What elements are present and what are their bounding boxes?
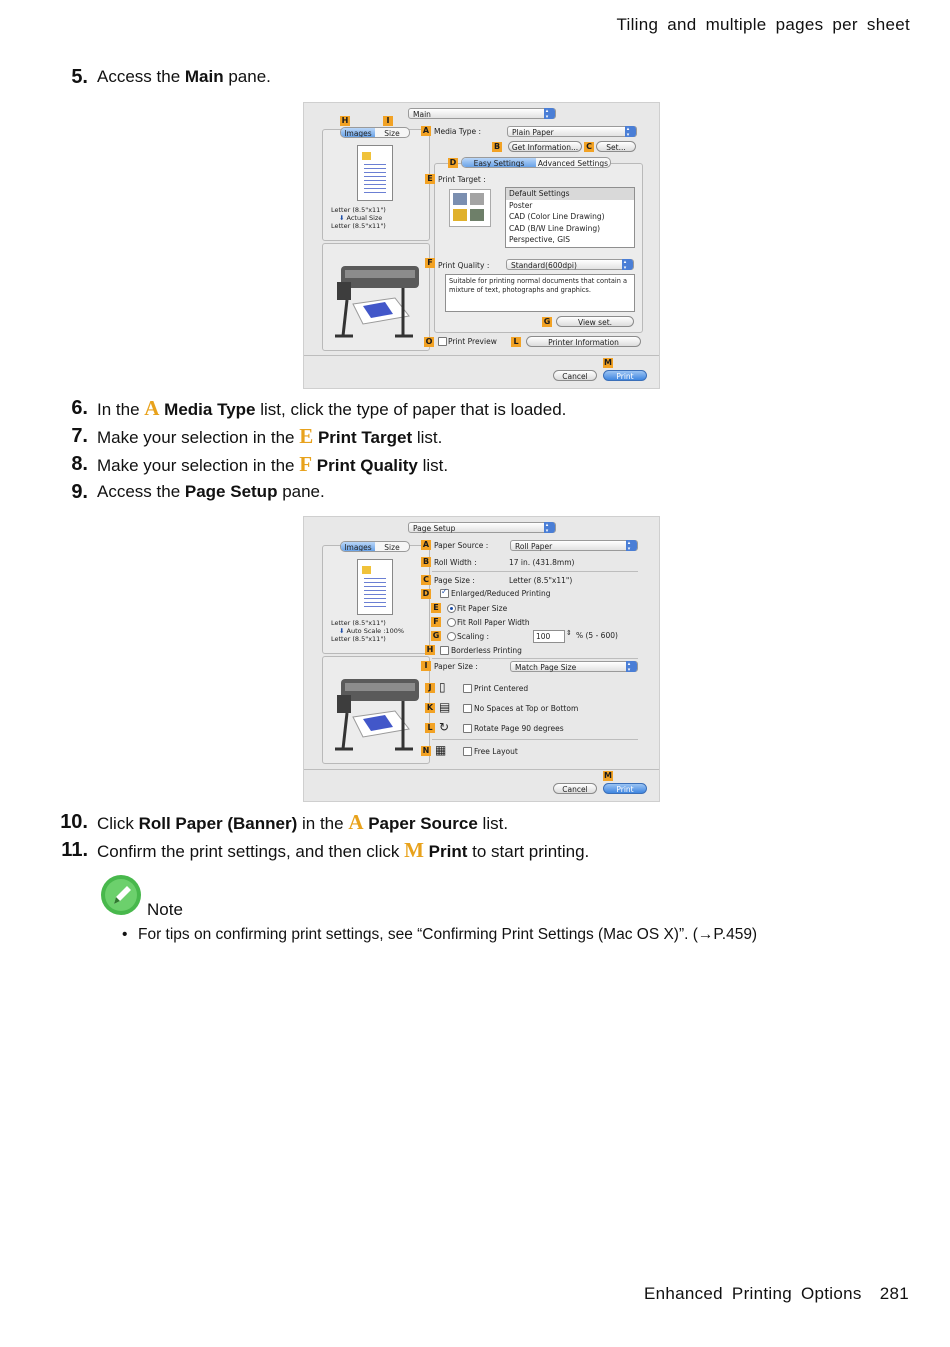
- tab-size[interactable]: Size: [384, 129, 400, 138]
- note-text: For tips on confirming print settings, see “Confirming Print Settings (Mac OS X)”. (→P.459): [138, 926, 758, 943]
- tag-o: O: [425, 337, 433, 346]
- running-footer: Enhanced Printing Options 281: [643, 1284, 909, 1303]
- tag-j: J: [425, 683, 435, 693]
- tag-i: I: [383, 116, 393, 126]
- note-pencil-icon: [100, 874, 142, 916]
- tag-h: H: [426, 645, 434, 654]
- tag-g: G: [543, 317, 551, 326]
- tag-k: K: [426, 703, 434, 712]
- borderless-label: Borderless Printing: [451, 646, 522, 655]
- down-arrow-icon: ⬇: [339, 627, 345, 635]
- tab-images[interactable]: Images: [341, 542, 375, 551]
- cancel-button[interactable]: Cancel: [553, 783, 597, 794]
- tag-b: B: [493, 142, 501, 151]
- tag-a: A: [422, 126, 430, 135]
- thumb-info-3: Letter (8.5"x11"): [331, 635, 386, 643]
- tag-l: L: [511, 337, 521, 347]
- target-preview-image: [449, 189, 491, 227]
- tag-e: E: [425, 174, 435, 184]
- thumb-info-2: ⬇ Actual Size: [339, 214, 383, 222]
- page-setup-screenshot: [303, 516, 660, 802]
- print-target-option[interactable]: Poster: [509, 200, 533, 210]
- tag-f: F: [425, 258, 435, 268]
- free-layout-label: Free Layout: [474, 747, 518, 756]
- page-size-value: Letter (8.5"x11"): [509, 576, 573, 585]
- tag-d: D: [449, 158, 457, 167]
- media-type-label: Media Type :: [434, 127, 482, 136]
- print-preview-label: Print Preview: [448, 337, 497, 346]
- free-layout-icon: ▦: [435, 743, 447, 757]
- tab-easy-settings[interactable]: Easy Settings: [462, 158, 536, 167]
- scaling-label: Scaling :: [457, 632, 490, 641]
- fit-paper-label: Fit Paper Size: [457, 604, 508, 613]
- print-centered-icon: ▯: [439, 680, 446, 694]
- print-centered-label: Print Centered: [474, 684, 529, 693]
- print-centered-checkbox[interactable]: [463, 684, 472, 693]
- tab-size[interactable]: Size: [384, 543, 400, 552]
- rotate-checkbox[interactable]: [463, 724, 472, 733]
- printer-icon: [323, 244, 429, 350]
- media-type-select[interactable]: Plain Paper ▴▾: [507, 126, 637, 137]
- note-ref-link[interactable]: (→P.459): [692, 926, 758, 943]
- rotate-label: Rotate Page 90 degrees: [474, 724, 564, 733]
- tag-a: A: [422, 540, 430, 549]
- page-thumbnail: [357, 559, 393, 615]
- thumbnail-image: [362, 152, 371, 160]
- tag-c: C: [421, 575, 431, 585]
- tag-c: C: [584, 142, 594, 152]
- cancel-button[interactable]: Cancel: [553, 370, 597, 381]
- divider: [304, 769, 659, 770]
- print-preview-checkbox[interactable]: [438, 337, 447, 346]
- tag-b: B: [422, 557, 430, 566]
- note-bullet: •: [122, 926, 128, 943]
- set-button[interactable]: Set...: [596, 141, 636, 152]
- scaling-range: % (5 - 600): [576, 631, 618, 640]
- thumb-info-2: ⬇ Auto Scale :100%: [339, 627, 405, 635]
- thumb-info-3: Letter (8.5"x11"): [331, 222, 386, 230]
- no-spaces-checkbox[interactable]: [463, 704, 472, 713]
- print-quality-label: Print Quality :: [438, 261, 490, 270]
- print-target-label: Print Target :: [438, 175, 486, 184]
- print-target-list[interactable]: [505, 187, 635, 248]
- print-target-option[interactable]: Default Settings: [506, 188, 634, 200]
- quality-description: Suitable for printing normal documents that contain a mixture of text, photographs and graphics.: [445, 274, 635, 312]
- thumbnail-image: [362, 566, 371, 574]
- printer-information-button[interactable]: Printer Information: [526, 336, 641, 347]
- tag-g: G: [432, 631, 440, 640]
- paper-size-label: Paper Size :: [434, 662, 478, 671]
- print-target-option[interactable]: Perspective, GIS: [509, 235, 570, 244]
- tag-d: D: [422, 589, 430, 598]
- main-pane-screenshot: [303, 102, 660, 389]
- printer-image-pane: [322, 656, 430, 764]
- paper-size-select[interactable]: Match Page Size ▴▾: [510, 661, 638, 672]
- borderless-checkbox[interactable]: [440, 646, 449, 655]
- thumb-info-1: Letter (8.5"x11"): [331, 619, 386, 627]
- print-target-option[interactable]: CAD (B/W Line Drawing): [509, 223, 601, 233]
- tab-advanced-settings[interactable]: Advanced Settings: [537, 159, 609, 168]
- scaling-input[interactable]: 100: [533, 630, 565, 643]
- page-number: 281: [879, 1284, 909, 1303]
- thumb-info-1: Letter (8.5"x11"): [331, 206, 386, 214]
- preview-tabs[interactable]: [340, 127, 410, 138]
- roll-width-value: 17 in. (431.8mm): [509, 558, 575, 567]
- tag-m: M: [604, 358, 612, 367]
- free-layout-checkbox[interactable]: [463, 747, 472, 756]
- scaling-stepper[interactable]: ⇕: [566, 629, 572, 637]
- scaling-radio[interactable]: [447, 632, 456, 641]
- preview-tabs[interactable]: [340, 541, 410, 552]
- paper-source-select[interactable]: Roll Paper ▴▾: [510, 540, 638, 551]
- paper-source-label: Paper Source :: [434, 541, 489, 550]
- printer-icon: [323, 657, 429, 763]
- down-arrow-icon: ⬇: [339, 214, 345, 222]
- divider: [304, 355, 659, 356]
- page-thumbnail: [357, 145, 393, 201]
- roll-width-label: Roll Width :: [434, 558, 477, 567]
- tab-images[interactable]: Images: [341, 128, 375, 137]
- print-target-option[interactable]: CAD (Color Line Drawing): [509, 212, 605, 221]
- tag-i: I: [421, 661, 431, 671]
- tag-f: F: [431, 617, 441, 627]
- tag-n: N: [422, 746, 430, 755]
- running-header: Tiling and multiple pages per sheet: [616, 15, 910, 34]
- note-title: Note: [147, 900, 183, 919]
- rotate-icon: ↻: [439, 720, 450, 734]
- page-size-label: Page Size :: [434, 576, 475, 585]
- fit-roll-label: Fit Roll Paper Width: [457, 618, 530, 627]
- enlarged-checkbox[interactable]: [440, 589, 449, 598]
- fit-roll-radio[interactable]: [447, 618, 456, 627]
- enlarged-label: Enlarged/Reduced Printing: [451, 589, 551, 598]
- tag-e: E: [431, 603, 441, 613]
- no-spaces-label: No Spaces at Top or Bottom: [474, 704, 579, 713]
- settings-tabs[interactable]: [461, 157, 611, 168]
- tag-l: L: [425, 723, 435, 733]
- view-set-button[interactable]: View set.: [556, 316, 634, 327]
- pane-popup[interactable]: Main ▴▾: [408, 108, 556, 119]
- print-quality-select[interactable]: Standard(600dpi) ▴▾: [506, 259, 634, 270]
- fit-paper-radio[interactable]: [447, 604, 456, 613]
- printer-image-pane: [322, 243, 430, 351]
- divider: [432, 739, 638, 740]
- divider: [432, 571, 638, 572]
- print-button[interactable]: Print: [603, 370, 647, 381]
- tag-m: M: [604, 771, 612, 780]
- print-button[interactable]: Print: [603, 783, 647, 794]
- divider: [432, 658, 638, 659]
- tag-h: H: [341, 116, 349, 125]
- no-spaces-icon: ▤: [439, 700, 451, 714]
- get-information-button[interactable]: Get Information...: [508, 141, 582, 152]
- pane-popup[interactable]: Page Setup ▴▾: [408, 522, 556, 533]
